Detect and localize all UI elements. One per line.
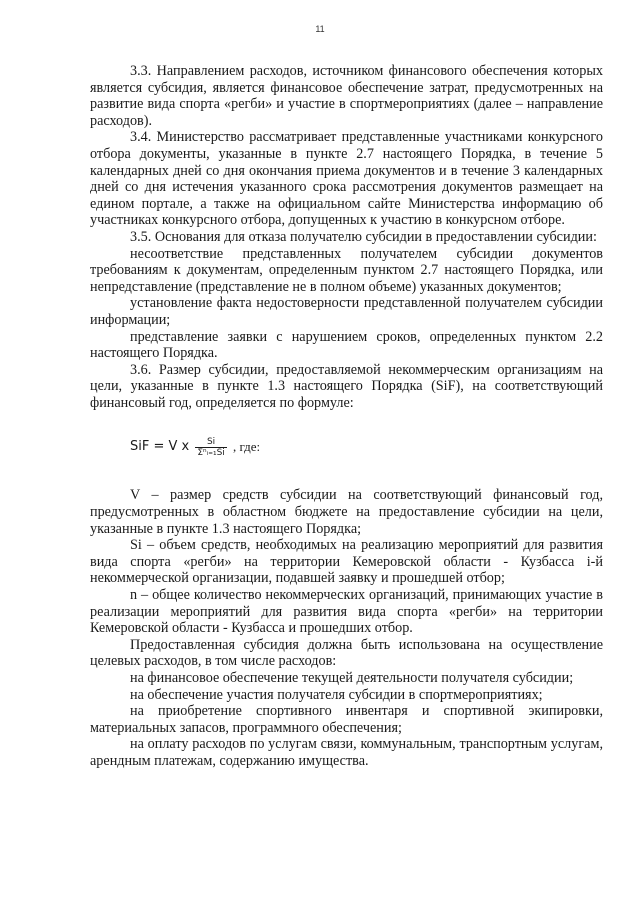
formula-lhs: SiF = V x <box>130 439 190 455</box>
expense-item-1: на финансовое обеспечение текущей деятельности получателя субсидии; <box>130 670 574 686</box>
subsidy-formula <box>130 433 603 461</box>
paragraph-3-3: 3.3. Направлением расходов, источником финансового обеспечения которых является субсидия, является финансовое обеспечение затрат, предусмотренных на развитие вида спорта «регби» и участие в спортмероприятиях (далее – направление расходов). <box>90 63 603 129</box>
expense-item-4: на оплату расходов по услугам связи, коммунальным, транспортным услугам, арендным платежам, содержанию имущества. <box>90 736 603 769</box>
formula-denominator: Σⁿᵢ₌₁Si <box>197 447 225 458</box>
definition-si: Si – объем средств, необходимых на реализацию мероприятий для развития вида спорта «регби» на территории Кемеровской области - Кузбасса i-й некоммерческой организации, подавшей заявку и прошедшей отбор; <box>90 537 603 587</box>
formula-numerator: Si <box>195 437 226 448</box>
document-body <box>90 63 603 770</box>
formula-fraction <box>195 437 226 458</box>
paragraph-3-5: 3.5. Основания для отказа получателю субсидии в предоставлении субсидии: <box>130 228 597 245</box>
refusal-reason-1: несоответствие представленных получателем субсидии документов требованиям к документам, определенным пунктом 2.7 настоящего Порядка, или непредставление (представление не в полном объеме) указанных документов; <box>90 245 603 295</box>
refusal-reason-2: установление факта недостоверности представленной получателем субсидии информации; <box>90 295 603 328</box>
expense-item-3: на приобретение спортивного инвентаря и спортивной экипировки, материальных запасов, программного обеспечения; <box>90 703 603 736</box>
expense-item-2: на обеспечение участия получателя субсидии в спортмероприятиях; <box>130 686 543 703</box>
formula-tail: , где: <box>232 439 261 455</box>
paragraph-purpose: Предоставленная субсидия должна быть использована на осуществление целевых расходов, в том числе расходов: <box>90 636 603 670</box>
page-number: 11 <box>315 24 325 34</box>
refusal-reason-3: представление заявки с нарушением сроков, определенных пунктом 2.2 настоящего Порядка. <box>90 328 603 362</box>
paragraph-3-6: 3.6. Размер субсидии, предоставляемой некоммерческим организациям на цели, указанные в пункте 1.3 настоящего Порядка (SiF), на соответствующий финансовый год, определяется по формуле: <box>90 361 603 411</box>
definition-v: V – размер средств субсидии на соответствующий финансовый год, предусмотренных в областном бюджете на предоставление субсидии на цели, указанные в пункте 1.3 настоящего Порядка; <box>90 487 603 537</box>
definition-n: n – общее количество некоммерческих организаций, принимающих участие в реализации мероприятий для развития вида спорта «регби» на территории Кемеровской области - Кузбасса и прошедших отбор. <box>90 587 603 637</box>
paragraph-3-4: 3.4. Министерство рассматривает представленные участниками конкурсного отбора документы, указанные в пункте 2.7 настоящего Порядка, в течение 5 календарных дней со дня окончания приема документов и в течение 3 календарных дней со дня истечения указанного срока рассмотрения документов размещает на едином портале, а также на официальном сайте Министерства информацию об участниках конкурсного отбора, допущенных к участию в конкурсном отборе. <box>90 129 603 229</box>
